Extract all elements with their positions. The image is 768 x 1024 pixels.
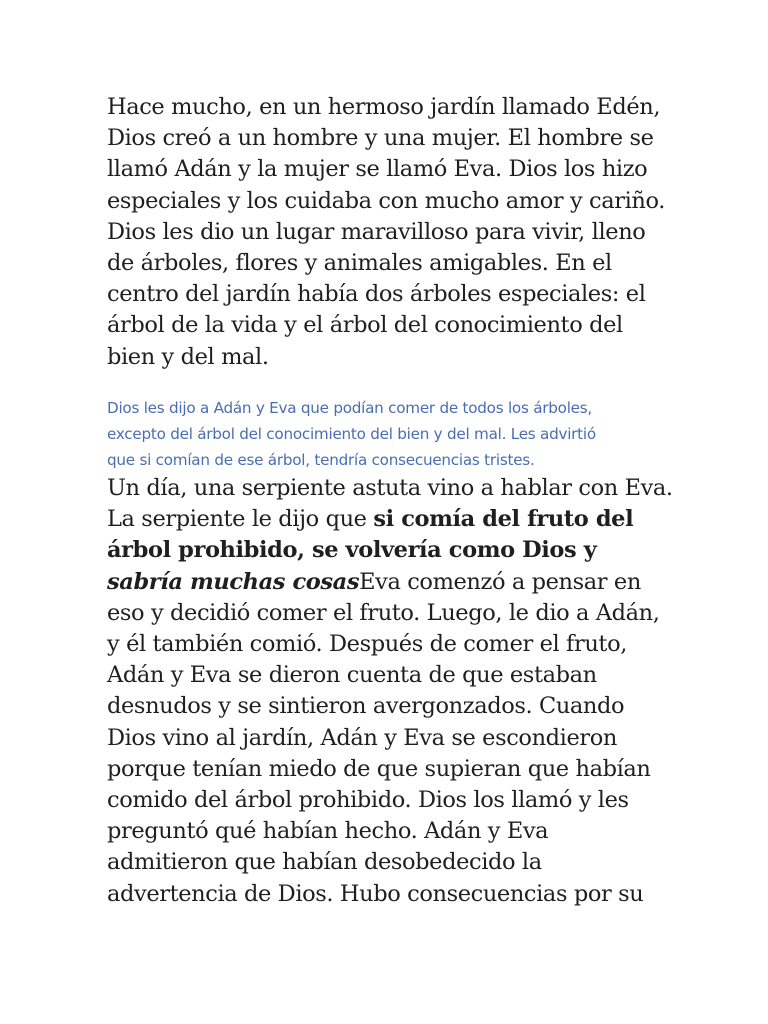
text-line: preguntó qué habían hecho. Adán y Eva bbox=[107, 818, 549, 845]
text-line: centro del jardín había dos árboles especiales: el bbox=[107, 281, 646, 308]
text-line: advertencia de Dios. Hubo consecuencias por su bbox=[107, 880, 644, 907]
text-line: porque tenían miedo de que supieran que habían bbox=[107, 755, 651, 782]
text-line: desnudos y se sintieron avergonzados. Cuando bbox=[107, 693, 625, 720]
text-line: árbol de la vida y el árbol del conocimiento del bbox=[107, 312, 623, 339]
text-line: llamó Adán y la mujer se llamó Eva. Dios los hizo bbox=[107, 156, 648, 183]
plain-text: Eva comenzó a pensar en bbox=[359, 568, 641, 595]
text-line: bien y del mal. bbox=[107, 343, 269, 370]
text-line: Dios vino al jardín, Adán y Eva se escondieron bbox=[107, 724, 617, 751]
text-line: Hace mucho, en un hermoso jardín llamado Edén, bbox=[107, 94, 661, 120]
text-line: comido del árbol prohibido. Dios los llamó y les bbox=[107, 787, 629, 814]
text-line: excepto del árbol del conocimiento del bien y del mal. Les advirtió bbox=[107, 424, 596, 443]
bold-text: si comía del fruto del bbox=[373, 506, 634, 533]
warning-paragraph bbox=[107, 396, 667, 473]
text-line: que si comían de ese árbol, tendría consecuencias tristes. bbox=[107, 450, 535, 469]
text-line: de árboles, flores y animales amigables. En el bbox=[107, 250, 612, 277]
text-line: y él también comió. Después de comer el fruto, bbox=[107, 631, 627, 658]
plain-text: La serpiente le dijo que bbox=[107, 506, 374, 533]
bold-italic-text: sabría muchas cosas bbox=[107, 568, 360, 595]
text-line: Adán y Eva se dieron cuenta de que estaban bbox=[107, 662, 597, 689]
bold-text-line: árbol prohibido, se volvería como Dios y bbox=[107, 537, 597, 564]
text-line bbox=[107, 567, 687, 598]
text-line: Dios creó a un hombre y una mujer. El hombre se bbox=[107, 125, 654, 152]
text-line: Un día, una serpiente astuta vino a hablar con Eva. bbox=[107, 475, 673, 501]
text-line bbox=[107, 504, 687, 535]
text-line: Dios les dijo a Adán y Eva que podían comer de todos los árboles, bbox=[107, 399, 593, 417]
serpent-paragraph bbox=[107, 473, 687, 910]
text-line: eso y decidió comer el fruto. Luego, le dio a Adán, bbox=[107, 599, 660, 626]
intro-paragraph bbox=[107, 92, 687, 373]
text-line: especiales y los cuidaba con mucho amor y cariño. bbox=[107, 187, 666, 214]
text-line: admitieron que habían desobedecido la bbox=[107, 849, 542, 876]
text-line: Dios les dio un lugar maravilloso para vivir, lleno bbox=[107, 218, 646, 245]
